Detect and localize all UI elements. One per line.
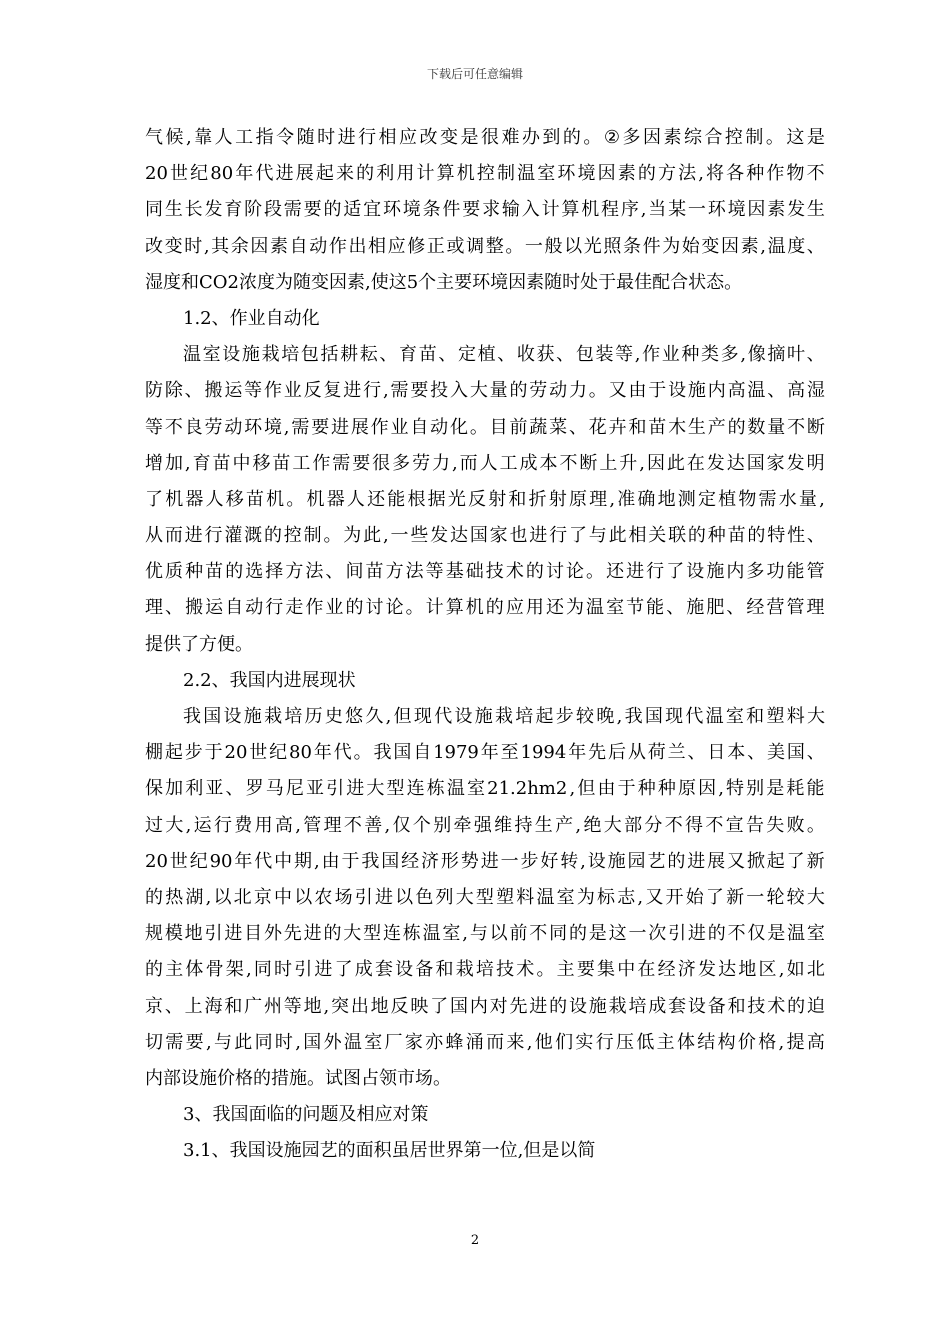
text-line: 增 加 , 育 苗 中 移 苗 工 作 需 要 很 多 劳 力 , 而 人 工 成 本 不 断 上 升 , 因 此 在 发 达 国 家 发 明: [145, 452, 825, 474]
text-line: 内部设施价格的措施。试图占领市场。: [145, 1067, 451, 1089]
text-line: 防 除 、 搬 运 等 作 业 反 复 进 行 , 需 要 投 入 大 量 的 劳 动 力 。 又 由 于 设 施 内 高 温 、 高 湿: [145, 380, 825, 402]
text-line: 温 室 设 施 栽 培 包 括 耕 耘 、 育 苗 、 定 植 、 收 获 、 包 装 等 , 作 业 种 类 多 , 像 摘 叶 、: [183, 344, 825, 366]
text-line: 提供了方便。: [145, 633, 253, 655]
text-line: 气 候 , 靠 人 工 指 令 随 时 进 行 相 应 改 变 是 很 难 办 到 的 。 ② 多 因 素 综 合 控 制 。 这 是: [145, 127, 825, 148]
text-line: 同 生 长 发 育 阶 段 需 要 的 适 宜 环 境 条 件 要 求 输 入 计 算 机 程 序 , 当 某 一 环 境 因 素 发 生: [145, 199, 825, 221]
text-line: 3、我国面临的问题及相应对策: [183, 1104, 429, 1126]
text-line: 湿度和CO2浓度为随变因素,使这5个主要环境因素随时处于最佳配合状态。: [145, 271, 743, 293]
text-line: 保 加 利 亚 、 罗 马 尼 亚 引 进 大 型 连 栋 温 室 21.2hm2 , 但 由 于 种 种 原 因 , 特 别 是 耗 能: [145, 778, 825, 800]
text-line: 过 大 , 运 行 费 用 高 , 管 理 不 善 , 仅 个 别 牵 强 维 持 生 产 , 绝 大 部 分 不 得 不 宣 告 失 败 。: [145, 814, 825, 836]
page-number: 2: [470, 1233, 480, 1248]
text-line: 的 主 体 骨 架 , 同 时 引 进 了 成 套 设 备 和 栽 培 技 术 。 主 要 集 中 在 经 济 发 达 地 区 , 如 北: [145, 959, 825, 981]
text-line: 规 模 地 引 进 目 外 先 进 的 大 型 连 栋 温 室 , 与 以 前 不 同 的 是 这 一 次 引 进 的 不 仅 是 温 室: [145, 923, 825, 945]
text-line: 了 机 器 人 移 苗 机 。 机 器 人 还 能 根 据 光 反 射 和 折 射 原 理 , 准 确 地 测 定 植 物 需 水 量 ,: [145, 488, 825, 510]
text-line: 优 质 种 苗 的 选 择 方 法 、 间 苗 方 法 等 基 础 技 术 的 讨 论 。 还 进 行 了 设 施 内 多 功 能 管: [145, 561, 825, 583]
text-line: 的 热 湖 , 以 北 京 中 以 农 场 引 进 以 色 列 大 型 塑 料 温 室 为 标 志 , 又 开 始 了 新 一 轮 较 大: [145, 886, 825, 908]
text-line: 1.2、作业自动化: [183, 307, 320, 329]
text-line: 切 需 要 , 与 此 同 时 , 国 外 温 室 厂 家 亦 蜂 涌 而 来 , 他 们 实 行 压 低 主 体 结 构 价 格 , 提 高: [145, 1031, 825, 1053]
text-line: 从 而 进 行 灌 溉 的 控 制 。 为 此 , 一 些 发 达 国 家 也 进 行 了 与 此 相 关 联 的 种 苗 的 特 性 、: [145, 525, 825, 547]
text-line: 我 国 设 施 栽 培 历 史 悠 久 , 但 现 代 设 施 栽 培 起 步 较 晚 , 我 国 现 代 温 室 和 塑 料 大: [183, 706, 825, 727]
text-line: 3.1、我国设施园艺的面积虽居世界第一位,但是以简: [183, 1140, 596, 1162]
text-line: 改 变 时 , 其 余 因 素 自 动 作 出 相 应 修 正 或 调 整 。 一 般 以 光 照 条 件 为 始 变 因 素 , 温 度 、: [145, 235, 825, 257]
text-line: 2.2、我国内进展现状: [183, 669, 356, 691]
text-line: 理 、 搬 运 自 动 行 走 作 业 的 讨 论 。 计 算 机 的 应 用 还 为 温 室 节 能 、 施 肥 、 经 营 管 理: [145, 597, 825, 619]
text-line: 20 世 纪 90 年 代 中 期 , 由 于 我 国 经 济 形 势 进 一 步 好 转 , 设 施 园 艺 的 进 展 又 掀 起 了 新: [145, 850, 825, 872]
text-line: 京 、 上 海 和 广 州 等 地 , 突 出 地 反 映 了 国 内 对 先 进 的 设 施 栽 培 成 套 设 备 和 技 术 的 迫: [145, 995, 825, 1017]
text-line: 20 世 纪 80 年 代 进 展 起 来 的 利 用 计 算 机 控 制 温 室 环 境 因 素 的 方 法 , 将 各 种 作 物 不: [145, 163, 825, 185]
text-line: 棚 起 步 于 20 世 纪 80 年 代 。 我 国 自 1979 年 至 1994 年 先 后 从 荷 兰 、 日 本 、 美 国 、: [145, 742, 825, 764]
document-body: [145, 120, 825, 1169]
page-header-note: 下载后可任意编辑: [426, 67, 523, 81]
text-line: 等 不 良 劳 动 环 境 , 需 要 进 展 作 业 自 动 化 。 目 前 蔬 菜 、 花 卉 和 苗 木 生 产 的 数 量 不 断: [145, 416, 825, 438]
